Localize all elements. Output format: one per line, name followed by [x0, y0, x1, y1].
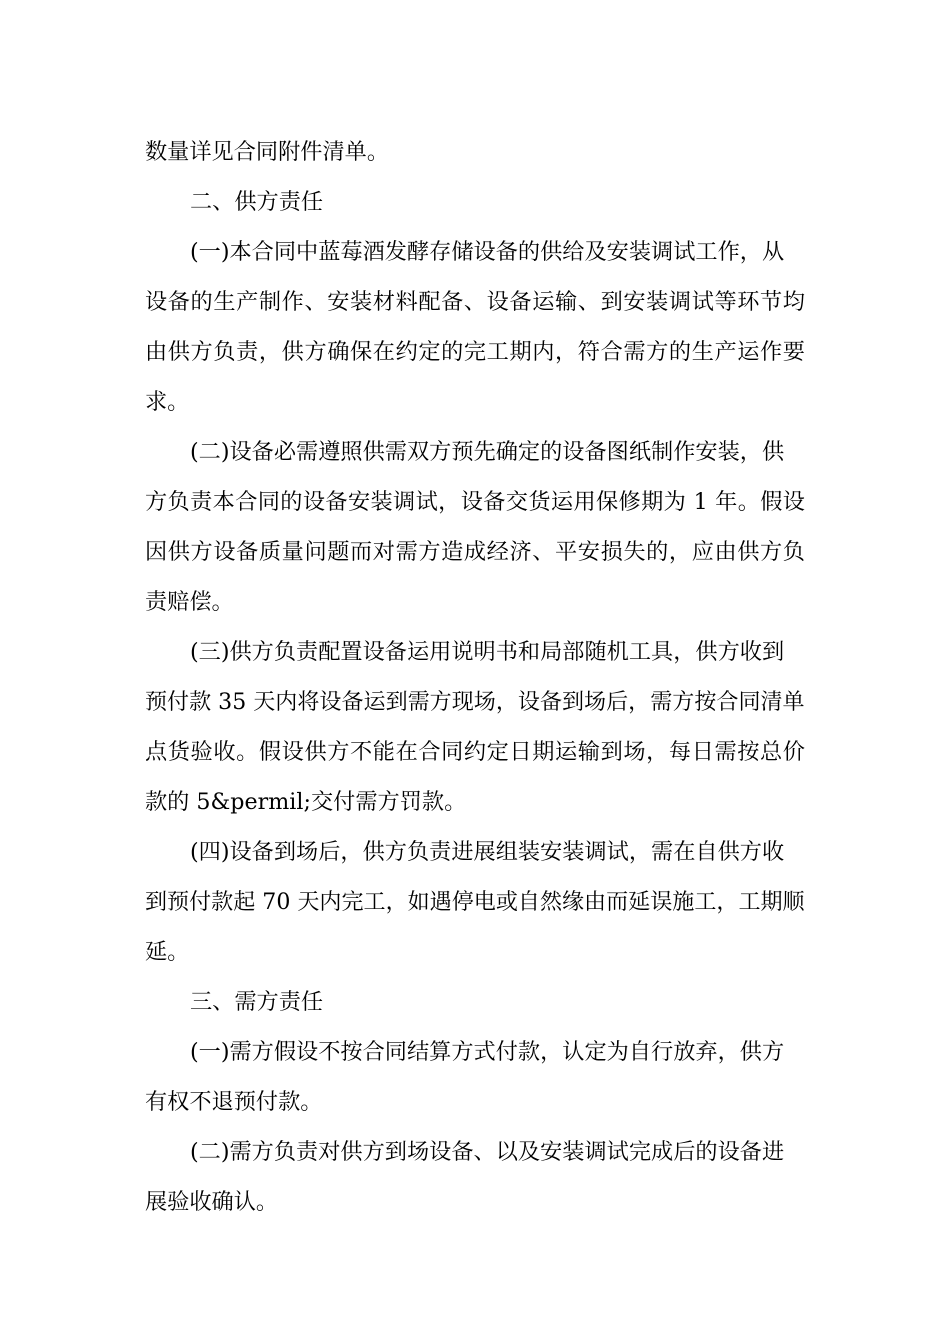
line-text: 有权不退预付款。: [145, 1089, 323, 1115]
text-line: [0, 337, 950, 387]
text-line: [0, 1087, 950, 1137]
text-line: [0, 237, 950, 287]
text-line: [0, 1187, 950, 1237]
text-line: [0, 787, 950, 837]
line-text: 方负责本合同的设备安装调试，设备交货运用保修期为 1 年。假设: [145, 489, 805, 515]
line-text: (一)本合同中蓝莓酒发酵存储设备的供给及安装调试工作，从: [190, 239, 785, 265]
text-line: [0, 1037, 950, 1087]
section-heading: [0, 987, 950, 1037]
text-line: [0, 387, 950, 437]
line-text: (三)供方负责配置设备运用说明书和局部随机工具，供方收到: [190, 639, 785, 665]
line-text: (二)需方负责对供方到场设备、以及安装调试完成后的设备进: [190, 1139, 785, 1165]
line-text: 三、需方责任: [190, 989, 324, 1015]
line-text: 点货验收。假设供方不能在合同约定日期运输到场，每日需按总价: [145, 739, 805, 765]
line-text: 延。: [145, 939, 190, 965]
line-text: 展验收确认。: [145, 1189, 279, 1215]
text-line: [0, 537, 950, 587]
text-line: [0, 287, 950, 337]
text-line: [0, 837, 950, 887]
text-line: [0, 487, 950, 537]
line-text: 数量详见合同附件清单。: [145, 139, 390, 165]
line-text: (二)设备必需遵照供需双方预先确定的设备图纸制作安装，供: [190, 439, 785, 465]
text-line: [0, 887, 950, 937]
line-text: 到预付款起 70 天内完工，如遇停电或自然缘由而延误施工，工期顺: [145, 889, 805, 915]
text-line: [0, 1137, 950, 1187]
line-text: (一)需方假设不按合同结算方式付款，认定为自行放弃，供方: [190, 1039, 785, 1065]
line-text: 设备的生产制作、安装材料配备、设备运输、到安装调试等环节均: [145, 289, 805, 315]
line-text: 二、供方责任: [190, 189, 324, 215]
text-line: [0, 687, 950, 737]
text-line: [0, 637, 950, 687]
line-text: 因供方设备质量问题而对需方造成经济、平安损失的，应由供方负: [145, 539, 805, 565]
line-text: (四)设备到场后，供方负责进展组装安装调试，需在自供方收: [190, 839, 785, 865]
text-line: [0, 137, 950, 187]
line-text: 款的 5&permil;交付需方罚款。: [145, 789, 467, 815]
text-line: [0, 587, 950, 637]
text-line: [0, 937, 950, 987]
line-text: 求。: [145, 389, 190, 415]
section-heading: [0, 187, 950, 237]
text-line: [0, 737, 950, 787]
line-text: 预付款 35 天内将设备运到需方现场，设备到场后，需方按合同清单: [145, 689, 805, 715]
text-line: [0, 437, 950, 487]
line-text: 由供方负责，供方确保在约定的完工期内，符合需方的生产运作要: [145, 339, 805, 365]
line-text: 责赔偿。: [145, 589, 234, 615]
